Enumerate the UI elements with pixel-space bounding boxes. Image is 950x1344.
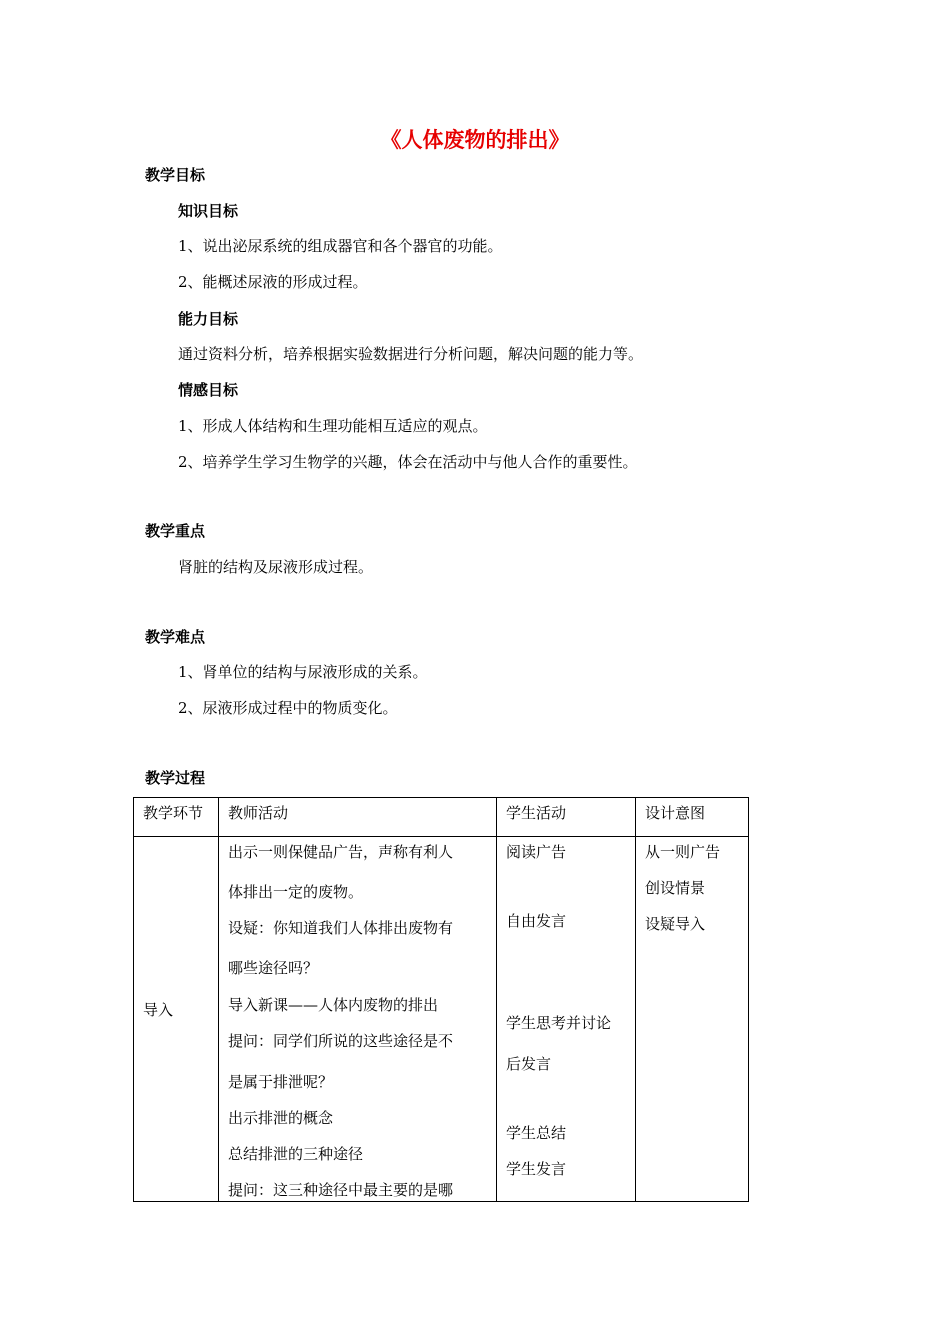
- teacher-line: 导入新课——人体内废物的排出: [228, 996, 439, 1014]
- column-header-design: 设计意图: [645, 804, 706, 822]
- knowledge-item: 1、说出泌尿系统的组成器官和各个器官的功能。: [178, 237, 503, 255]
- student-line: 学生总结: [506, 1124, 567, 1142]
- student-line: 自由发言: [506, 912, 567, 930]
- document-title: 《人体废物的排出》: [380, 128, 570, 152]
- emotion-item: 2、培养学生学习生物学的兴趣，体会在活动中与他人合作的重要性。: [178, 453, 638, 471]
- teacher-line: 哪些途径吗？: [228, 959, 319, 977]
- knowledge-heading: 知识目标: [178, 202, 239, 220]
- key-point-item: 肾脏的结构及尿液形成过程。: [178, 558, 374, 576]
- teacher-line: 提问：同学们所说的这些途径是不: [228, 1032, 454, 1050]
- teacher-line: 出示排泄的概念: [228, 1109, 334, 1127]
- emotion-item: 1、形成人体结构和生理功能相互适应的观点。: [178, 417, 488, 435]
- ability-heading: 能力目标: [178, 310, 239, 328]
- teacher-line: 总结排泄的三种途径: [228, 1145, 364, 1163]
- column-header-student: 学生活动: [506, 804, 567, 822]
- knowledge-item: 2、能概述尿液的形成过程。: [178, 273, 368, 291]
- design-line: 创设情景: [645, 879, 706, 897]
- process-heading: 教学过程: [145, 769, 206, 787]
- student-line: 后发言: [506, 1055, 552, 1073]
- teacher-line: 提问：这三种途径中最主要的是哪: [228, 1181, 454, 1199]
- column-header-stage: 教学环节: [143, 804, 204, 822]
- ability-item: 通过资料分析，培养根据实验数据进行分析问题，解决问题的能力等。: [178, 345, 644, 363]
- student-line: 学生思考并讨论: [506, 1014, 612, 1032]
- column-header-teacher: 教师活动: [228, 804, 289, 822]
- stage-cell: 导入: [143, 1001, 174, 1019]
- teacher-line: 设疑：你知道我们人体排出废物有: [228, 919, 454, 937]
- teacher-line: 出示一则保健品广告，声称有利人: [228, 843, 454, 861]
- emotion-heading: 情感目标: [178, 381, 239, 399]
- teacher-line: 体排出一定的废物。: [228, 883, 364, 901]
- objectives-heading: 教学目标: [145, 166, 206, 184]
- table-header-row: [134, 798, 749, 837]
- table-row: [134, 837, 749, 1202]
- teacher-line: 是属于排泄呢？: [228, 1073, 334, 1091]
- difficulties-heading: 教学难点: [145, 628, 206, 646]
- design-line: 设疑导入: [645, 915, 706, 933]
- difficulty-item: 2、尿液形成过程中的物质变化。: [178, 699, 398, 717]
- process-table: [133, 797, 749, 1202]
- key-points-heading: 教学重点: [145, 522, 206, 540]
- student-line: 学生发言: [506, 1160, 567, 1178]
- student-line: 阅读广告: [506, 843, 567, 861]
- design-line: 从一则广告: [645, 843, 721, 861]
- difficulty-item: 1、肾单位的结构与尿液形成的关系。: [178, 663, 428, 681]
